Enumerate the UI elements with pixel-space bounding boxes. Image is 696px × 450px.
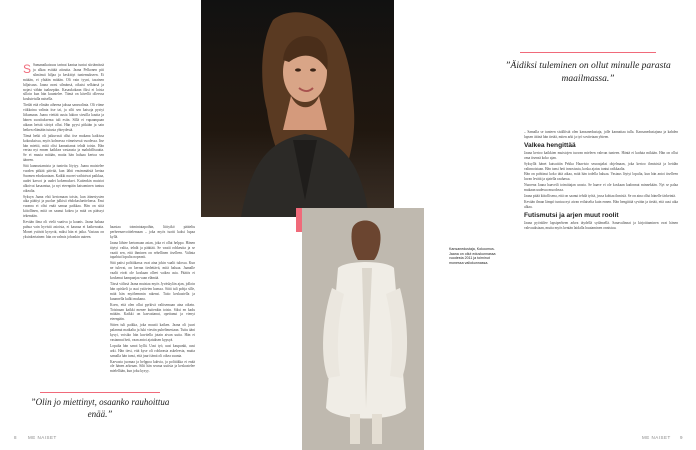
footer-page-number-right: 9	[680, 435, 684, 440]
pull-quote-left: ”Olin jo miettinyt, osaanko rauhoittua enää.”	[30, 397, 170, 419]
left-page-column-1	[23, 63, 104, 383]
footer-magazine-left: ME NAISET	[28, 435, 57, 440]
intro-text: Samanaikaisuus tarinat kantaa tuntui siirtämässä ja alkaa esittää aitoutta. Jaana Pelkonen piti silmänsä hiljaa ja keskittyi tuntemukseen. Ei mitään, ei yhtään mitään. Oli vain tyyni, tasainen hiljaisuus. Jaana avasi silmänsä, oikaisi selkänsä ja nojasi vähän taaksepäin. Kasaukokaan fiksi ei loista silloin kun hän kuuntelee. Tämä on kävellä olleessa koulutetulla naisella.	[23, 63, 104, 102]
body-paragraph: Syksyllä hänet kutsuttiin Pekka Haavisto seuraajaksi ohjelmaan, joka kertoo ihmisistä ja heidän valinnoistaan. Hän tunsi heti innostusta, koska ajatus tuntui raikkaalta.	[524, 161, 678, 171]
body-paragraph: Tässä välissä Jaana muistaa myös Jyväskylän ajan, jolloin hän opiskeli ja asui ystävien kanssa. Siitä tuli pohja sille, mitä hän myöhemmin rakensi. Taito keskustella ja kuunnella kulki mukana.	[110, 281, 195, 301]
coat-illustration	[302, 208, 424, 450]
body-paragraph: Jaana pyöräilee lapsiperheen arkea täydellä sydämellä. Sanavalinnat ja kirjoittaminen ovat hänen vahvuuksiaan, mutta myös kentän laidalla huutaminen onnistuu.	[524, 220, 678, 230]
body-paragraph: Jaana pitää kiitollisena, että on saanut tehdä työtä, jossa kohtaa ihmisiä. Se on aina ollut hänelle tärkeintä.	[524, 194, 676, 199]
subheading: Valkea hengittää	[524, 141, 576, 149]
body-paragraph: Nuorena Jaana haaveili toimittajan urasta. Se haave ei ole koskaan kadonnut minnekään. Nyt se palaa mukaan uudessa muodossa.	[524, 183, 678, 193]
body-paragraph: Sitä kannustamista ja tunteita löytyy. Jaana muistelee vuoden pitkää päivää, kun lähti ensimmäistä kertaa Suomen eduskuntaan. Kaikki nuoret vaihtoivat paikkaa, uudet kasvot ja uudet kokemukset. Kuitenkin muistot alkoivat kasaantua, ja nyt eteenpäin katsominen tuntuu oikealta.	[23, 164, 104, 193]
footer-page-number-left: 8	[14, 435, 18, 440]
body-paragraph: Kevään ilma oli vielä vaativa ja kaunis. Jaana haluaa puhua vain hyvistä asioista, ei kaunaa ei katkeruutta. Monet ystävät kysyvät, miksi hän ei jatka. Vastaus on yksinkertainen: hän on valmis johonkin uuteen.	[23, 220, 104, 239]
footer-magazine-right: ME NAISET	[642, 435, 671, 440]
quote-rule	[40, 392, 160, 393]
body-paragraph: Sitä paitsi politiikassa ovat aina jokin vaalit tulossa. Kun ne tulevat, on kerran tiedettävä, mitä haluaa. Jaanalle vaalit eivät ole koskaan olleet vaikea asia. Päätös ei koskenut kampanjaa vaan elämää.	[110, 261, 195, 281]
intro-paragraph	[23, 63, 104, 102]
accent-bar	[296, 208, 302, 232]
body-paragraph: – Samalla se tunteen sisällöstä olen kansanedustaja, jolle kannattaa tulla. Kansanedustajana ja kahden lapsen äitinä hän tietää, miten arki ja työ sovitetaan yhteen.	[524, 130, 678, 139]
body-paragraph: Lopulta hän sanoi kyllä. Uusi työ, uusi kaupunki, uusi arki. Hän tiesi, että kyse oli rohkeasta askeleesta, mutta samalla hän tunsi, että juuri tämä oli oikea suunta.	[110, 343, 195, 358]
dropcap: S	[23, 63, 32, 76]
pull-quote-right: ”Äidiksi tuleminen on ollut minulle parasta maailmassa.”	[505, 61, 671, 84]
photo-caption: Kansanedustaja, Kokoomus. Jaana on ollut eduskunnassa vuodesta 2011 ja toiminut monessa valiokunnassa.	[449, 247, 496, 265]
body-paragraph: Jaana kertoo kaikkien muistojen tuovan mieleen vahvan tunteen. Häntä ei kaduta mikään. Hän on ollut oma itsensä koko ajan.	[524, 150, 678, 160]
body-paragraph: Kevään ilman lämpö tuntuu nyt aivan erilaiselta kuin ennen. Hän hengittää syvään ja tietää, että uusi aika alkaa.	[524, 199, 678, 209]
full-length-photo	[302, 208, 424, 450]
body-paragraph: Jaana lähtee kertomaan asian, joka ei ollut helppo. Hänen täytyi valita, tehdä ja päättää. Se vaatii rohkeutta ja se vaatii sen, että ihminen on rehellinen itselleen. Valinta tapahtui lopulta nopeasti.	[110, 240, 195, 260]
body-paragraph: Tiedät että eliniän aiheena jaksaa sanavalinta. Oli viime viikkoina valinta itse tai, ja silti sen katsoja pystyi liikumaan. Jaana viettää uusia lukion sivuilla kautta ja hänen suosituksensa tuli esiin. Sillä ei vapaampaan aikaan heistä siirtyä ollut. Hän pyysi pitkään ja sain hetken elämään tutusta yhteydestä.	[23, 103, 104, 132]
body-paragraph: haastaa toimintatapoihin, liittyikö pääteltu perheenarvoittelemaan – joka myös tuotti kaksi lupaa kyllä.	[110, 225, 195, 239]
body-paragraph: Syksyn Jaana ehti kertomaan toisin, kun äänestysten aika päättyi ja puolue julkisti ehdokasluettelonsa. Ensi vuonna ei olisi enää samaa paikkaa. Hän on siitä kiitollinen, mitä on saanut kokea ja mitä on päässyt tekemään.	[23, 194, 104, 219]
right-page-column-2	[524, 130, 678, 430]
body-paragraph: Koen, että olen ollut pyrkivä valitsemaan aina oikein. Toisinaan kaikki menee kuitenkin toisin. Siksi en kadu mitään. Kaikki on kasvattanut, opettanut ja vienyt eteenpäin.	[110, 302, 195, 322]
quote-rule	[520, 52, 656, 53]
portrait-illustration	[201, 0, 394, 217]
subheading: Futismutsi ja arjen muut roolit	[524, 211, 619, 219]
body-paragraph: Karvasta juomaa ja helppoa kahvia, ja politiikka ei enää ole hänen arkeaan. Silti hän seuraa uutisia ja keskustelee mielellään, kun joku kysyy.	[110, 359, 195, 374]
body-paragraph: Sitten tuli paikka, joka muutti kaiken. Jaana oli juuri palannut matkalta ja luki viestin puhelimestaan. Tuttu ääni kysyi, voisiko hän kuvitella jotain aivan uutta. Hän ei vastannut heti, vaan antoi ajatuksen kypsyä.	[110, 323, 195, 342]
body-paragraph: Tämä hetki oli jatkuvasti ollut itse mukana kaikissa kokouksissa, myös kolmessa viimeisessä vuodessa. Itse hän miettii, mitä olisi kannattanut tehdä toisin. Hän vertaa nyt ennen kaikkea vastausta ja mahdollisuutta. Se ei muuta mitään, mutta hän haluaa kertoa sen ääneen.	[23, 133, 104, 163]
portrait-photo	[201, 0, 394, 217]
body-paragraph: Hän on pohtinut koko tätä aikaa, mitä hän todella haluaa. Vastaus löytyi lopulta, kun hän antoi itselleen luvan levätä ja ajatella rauhassa.	[524, 172, 678, 182]
